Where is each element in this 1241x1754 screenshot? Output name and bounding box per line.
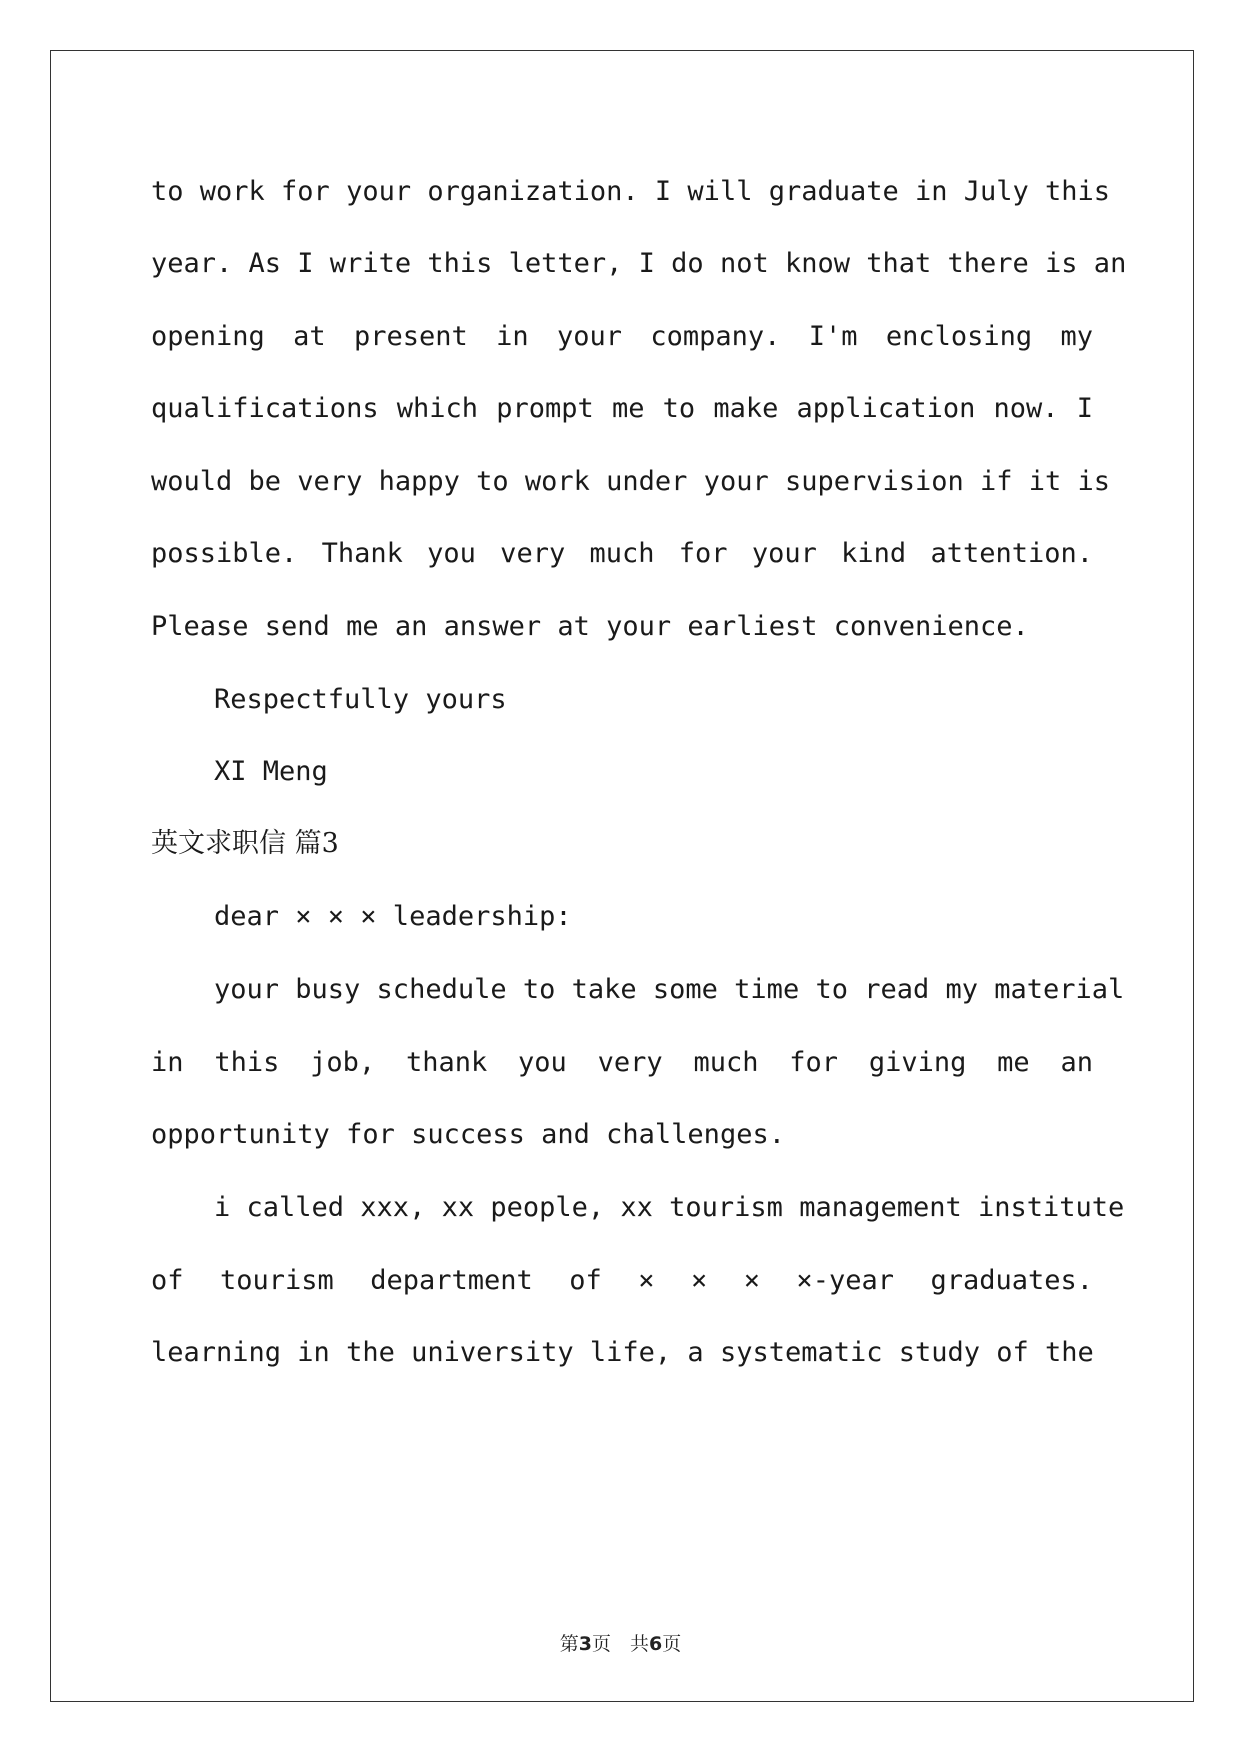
section-heading: 英文求职信 篇3 [151, 828, 339, 859]
footer-middle: 页 共 [591, 1633, 649, 1655]
footer-page-current: 3 [578, 1633, 592, 1655]
letter-salutation: dear × × × leadership: [214, 901, 572, 932]
body-line: i called xxx, xx people, xx tourism management institute [214, 1192, 1125, 1223]
body-line: opportunity for success and challenges. [151, 1119, 785, 1150]
letter-closing: Respectfully yours [214, 684, 507, 715]
body-line: learning in the university life, a systematic study of the [151, 1337, 1094, 1368]
footer-page-total: 6 [649, 1633, 663, 1655]
body-line: opening at present in your company. I'm enclosing my [151, 321, 1093, 352]
page-footer [0, 1632, 1241, 1656]
body-line: possible. Thank you very much for your kind attention. [151, 538, 1093, 569]
page-border [50, 50, 1194, 1702]
footer-prefix: 第 [559, 1633, 579, 1655]
body-line: in this job, thank you very much for giving me an [151, 1047, 1093, 1078]
footer-suffix: 页 [662, 1633, 682, 1655]
body-line: would be very happy to work under your supervision if it is [151, 466, 1111, 497]
body-line: qualifications which prompt me to make application now. I [151, 393, 1093, 424]
body-line: of tourism department of × × × ×-year graduates. [151, 1265, 1093, 1296]
body-line: your busy schedule to take some time to read my material [214, 974, 1125, 1005]
body-line: year. As I write this letter, I do not know that there is an [151, 248, 1127, 279]
body-line: to work for your organization. I will graduate in July this [151, 176, 1111, 207]
body-line: Please send me an answer at your earliest convenience. [151, 611, 1029, 642]
letter-signature: XI Meng [214, 756, 328, 787]
